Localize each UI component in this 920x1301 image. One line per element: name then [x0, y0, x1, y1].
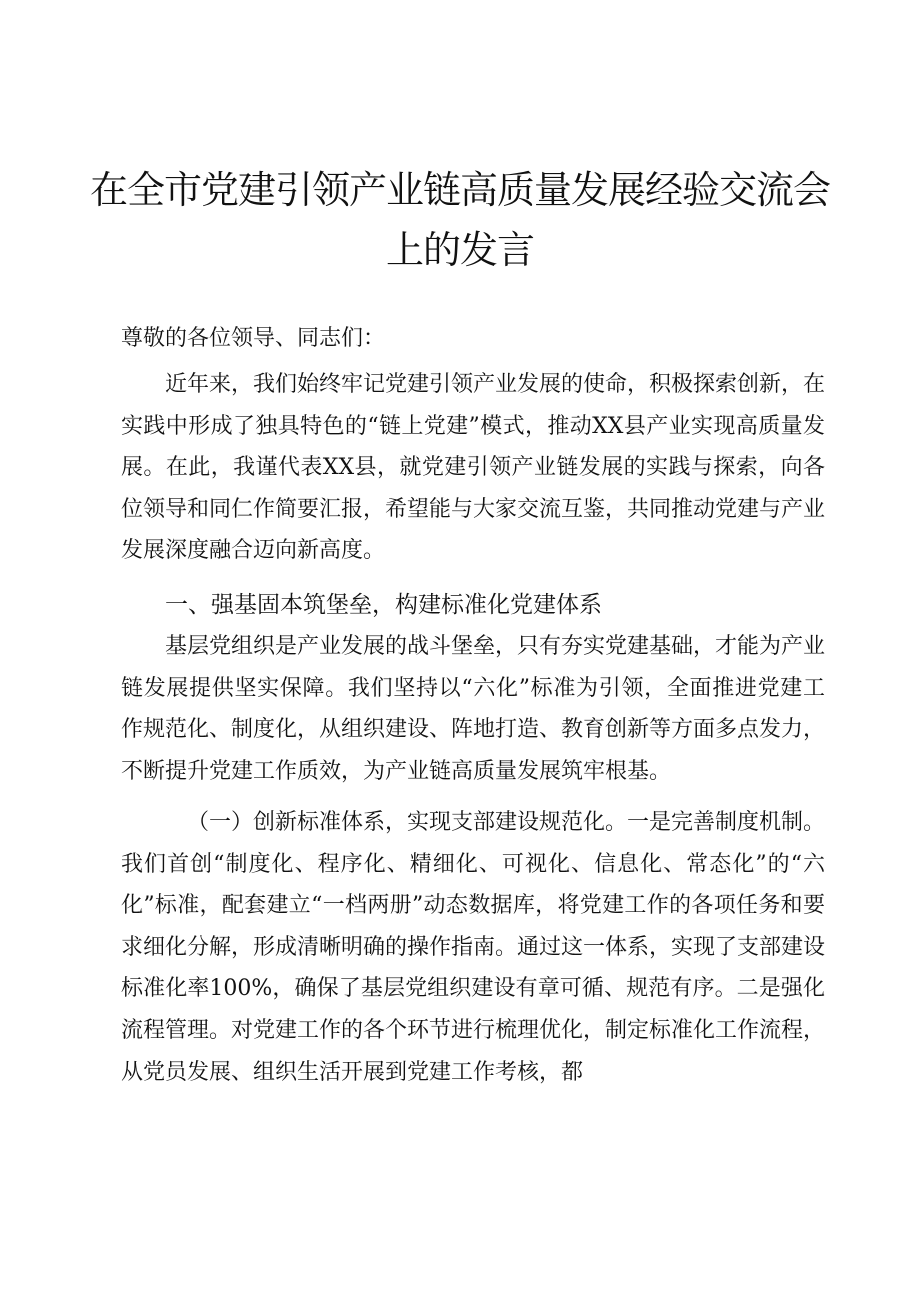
salutation: 尊敬的各位领导、同志们：	[121, 326, 386, 351]
intro-paragraph: 近年来，我们始终牢记党建引领产业发展的使命，积极探索创新，在实践中形成了独具特色的“链上党建”模式，推动XX县产业实现高质量发展。在此，我谨代表XX县，就党建引领产业链发展的实践与探索，向各位领导和同仁作简要汇报，希望能与大家交流互鉴，共同推动党建与产业发展深度融合迈向新高度。	[121, 372, 826, 564]
document-title-line-2: 上的发言	[385, 228, 534, 272]
section-1-heading: 一、强基固本筑堡垒，构建标准化党建体系	[165, 592, 602, 618]
subsection-1-paragraph: （一）创新标准体系，实现支部建设规范化。一是完善制度机制。我们首创“制度化、程序化、精细化、可视化、信息化、常态化”的“六化”标准，配套建立“一档两册”动态数据库，将党建工作的各项任务和要求细化分解，形成清晰明确的操作指南。通过这一体系，实现了支部建设标准化率100%，确保了基层党组织建设有章可循、规范有序。二是强化流程管理。对党建工作的各个环节进行梳理优化，制定标准化工作流程，从党员发展、组织生活开展到党建工作考核，都	[121, 810, 826, 1085]
document-title-line-1: 在全市党建引领产业链高质量发展经验交流会	[89, 168, 830, 212]
section-1-paragraph: 基层党组织是产业发展的战斗堡垒，只有夯实党建基础，才能为产业链发展提供坚实保障。我们坚持以“六化”标准为引领，全面推进党建工作规范化、制度化，从组织建设、阵地打造、教育创新等方面多点发力，不断提升党建工作质效，为产业链高质量发展筑牢根基。	[121, 634, 826, 784]
